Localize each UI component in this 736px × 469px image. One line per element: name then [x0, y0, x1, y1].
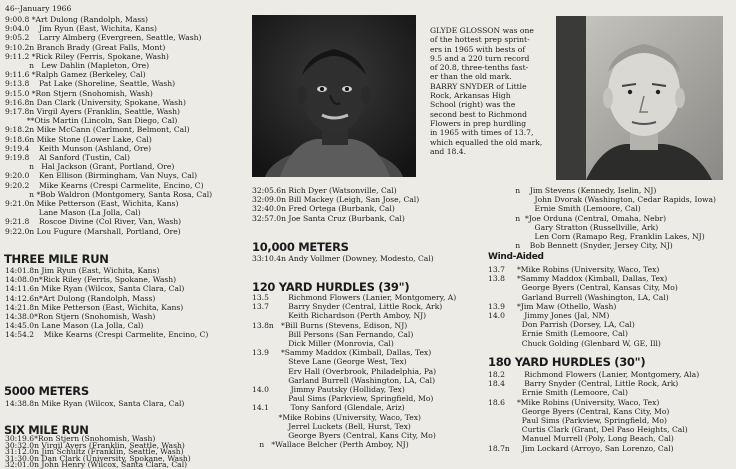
ten-k-heading: 10,000 METERS — [252, 240, 349, 254]
list-row: n Lew Dahlin (Mapleton, Ore) — [5, 61, 150, 71]
list-row: 9:16.8n Dan Clark (University, Spokane, Wash) — [5, 97, 186, 107]
list-row: Steve Lane (George West, Tex) — [252, 357, 407, 367]
list-row: 13.9 *Jim Maw (Othello, Wash) — [488, 301, 617, 311]
right-column-list — [508, 186, 716, 250]
list-row: 9:20.2 Mike Kearns (Crespi Carmelite, Encino, C) — [5, 180, 204, 190]
six-mile-heading: SIX MILE RUN — [4, 423, 89, 437]
list-row: Dick Miller (Monrovia, Cal) — [252, 339, 394, 349]
three-mile-heading: THREE MILE RUN — [4, 252, 109, 266]
list-row: 30:19.6*Ron Stjern (Snohomish, Wash) — [5, 434, 156, 443]
list-row: 18.2 Richmond Flowers (Lanier, Montgomery, Ala) — [488, 370, 700, 379]
list-row: Ernie Smith (Lemoore, Cal) — [508, 204, 641, 214]
list-row: 9:13.8 Pat Lake (Shoreline, Seattle, Wash) — [5, 79, 176, 89]
list-row: Paul Sims (Parkview, Springfield, Mo) — [488, 416, 667, 426]
ten-k-list — [252, 254, 434, 263]
list-row: 33:10.4n Andy Vollmer (Downey, Modesto, Cal) — [252, 254, 434, 263]
list-row: 14.0 Jimmy Pautsky (Holliday, Tex) — [252, 385, 405, 395]
list-row: Curtis Clark (Grant, Del Paso Heights, Cal) — [488, 425, 688, 435]
list-row: Paul Sims (Parkview, Springfield, Mo) — [252, 394, 434, 404]
list-row: 13.8n *Bill Burns (Stevens, Edison, NJ) — [252, 320, 408, 330]
two-mile-list — [5, 15, 212, 236]
list-row: 14.1 Tony Sanford (Glendale, Ariz) — [252, 403, 405, 413]
list-row: 13.7 Barry Snyder (Central, Little Rock, Ark) — [252, 302, 443, 312]
list-row: George Byers (Central, Kans City, Mo) — [488, 406, 670, 416]
list-row: 9:15.0 *Ron Stjern (Snohomish, Wash) — [5, 88, 153, 98]
list-row: 14:01.8n Jim Ryun (East, Wichita, Kans) — [5, 266, 160, 275]
list-row: Len Corn (Ramapo Reg, Franklin Lakes, NJ) — [508, 232, 705, 242]
list-row: 9:18.6n Mike Stone (Lower Lake, Cal) — [5, 134, 152, 144]
list-row: n *Joe Orduna (Central, Omaha, Nebr) — [508, 213, 667, 223]
list-row: George Byers (Central, Kansas City, Mo) — [488, 283, 678, 293]
wind-aided-heading: Wind-Aided — [488, 252, 544, 262]
page-header: 46--January 1966 — [5, 4, 72, 13]
hurdles-180-heading: 180 YARD HURDLES (30") — [488, 355, 646, 369]
list-row: Keith Richardson (Perth Amboy, NJ) — [252, 311, 427, 321]
list-row: 14:21.8n Mike Petterson (East, Wichita, Kans) — [5, 302, 184, 312]
list-row: 9:21.0n Mike Petterson (East, Wichita, Kans) — [5, 199, 179, 209]
list-row: 32:05.6n Rich Dyer (Watsonville, Cal) — [252, 186, 397, 195]
list-row: 9:19.4 Keith Munson (Ashland, Ore) — [5, 143, 152, 153]
list-row: n Hal Jackson (Grant, Portland, Ore) — [5, 162, 175, 172]
list-row: Don Parrish (Dorsey, LA, Cal) — [488, 320, 635, 330]
list-row: 14:54.2 Mike Kearns (Crespi Carmelite, Encino, C) — [5, 330, 209, 340]
list-row: 14.0 Jimmy Jones (Jal, NM) — [488, 311, 610, 321]
list-row: 32:57.0n Joe Santa Cruz (Burbank, Cal) — [252, 213, 405, 223]
list-row: Erv Hall (Overbrook, Philadelphia, Pa) — [252, 366, 437, 376]
list-row: Garland Burrell (Washington, LA, Cal) — [252, 375, 436, 385]
list-row: 31:12.0n Jim Schultz (Franklin, Seattle, Wash) — [5, 447, 184, 457]
wind-aided-list — [488, 265, 678, 348]
list-row: 9:19.8 Al Sanford (Tustin, Cal) — [5, 153, 130, 163]
list-row: 9:22.0n Lou Fugure (Marshall, Portland, Ore) — [5, 226, 181, 236]
list-row: 14:08.0n*Rick Riley (Ferris, Spokane, Wash) — [5, 275, 177, 285]
list-row: n Bob Bennett (Snyder, Jersey City, NJ) — [508, 241, 673, 251]
list-row: 13.7 *Mike Robins (University, Waco, Tex) — [488, 265, 660, 274]
list-row: Gary Stratton (Russellville, Ark) — [508, 222, 659, 232]
hurdles-180-list — [488, 370, 699, 453]
list-row: 32:01.0n John Henry (Wilcox, Santa Clara, Cal) — [5, 460, 188, 469]
list-row: 32:09.0n Bill Mackey (Leigh, San Jose, Cal) — [252, 195, 420, 205]
list-row: 18.7n Jim Lockard (Arroyo, San Lorenzo, Cal) — [488, 443, 674, 453]
list-row: 13.5 Richmond Flowers (Lanier, Montgomery, A) — [252, 293, 457, 302]
list-row: 9:20.0 Ken Ellison (Birmingham, Van Nuys, Cal) — [5, 171, 198, 181]
list-row: George Byers (Central, Kans City, Mo) — [252, 431, 436, 441]
list-row: Garland Burrell (Washington, LA, Cal) — [488, 292, 669, 302]
list-row: Lane Mason (La Jolla, Cal) — [5, 208, 141, 218]
list-row: 13.8 *Sammy Maddox (Kimball, Dallas, Tex) — [488, 274, 668, 284]
list-row: Chuck Golding (Glenbard W, GE, Ill) — [488, 338, 661, 348]
list-row: 9:11.6 *Ralph Gamez (Berkeley, Cal) — [5, 70, 146, 80]
five-k-list — [5, 399, 184, 408]
list-row: 18.6 *Mike Robins (University, Waco, Tex) — [488, 397, 660, 407]
list-row: **Otis Martin (Lincoln, San Diego, Cal) — [5, 116, 178, 126]
list-row: 14:38.8n Mike Ryan (Wilcox, Santa Clara, Cal) — [5, 399, 185, 408]
photo-caption: GLYDE GLOSSON was one of the hottest prep sprint- ers in 1965 with bests of 9.5 and a 220 turn record of 20.8, three-tenths fast- er than the old mark. BARRY SNYDER of Little Rock, Arkansas High School (right) was the second best to Richmond Flowers in prep hurdling in 1965 with times of 13.7, which equalled the old mark, and 18.4. — [430, 26, 543, 156]
list-row: 14:38.0*Ron Stjern (Snohomish, Wash) — [5, 312, 156, 322]
list-row: 9:04.0 Jim Ryun (East, Wichita, Kans) — [5, 24, 157, 34]
list-row: n *Wallace Belcher (Perth Amboy, NJ) — [252, 440, 409, 450]
hurdler-photo — [556, 16, 723, 180]
list-row: John Dvorak (Washington, Cedar Rapids, Iowa) — [508, 195, 717, 205]
list-row: 9:11.2 *Rick Riley (Ferris, Spokane, Wash) — [5, 51, 169, 61]
list-row: 9:05.2 Larry Almberg (Evergreen, Seattle, Wash) — [5, 33, 202, 43]
two-mile-continued-list — [252, 186, 419, 223]
list-row: Ernie Smith (Lemoore, Cal) — [488, 329, 628, 339]
list-row: 30:32.0n Virgil Ayers (Franklin, Seattle, Wash) — [5, 440, 185, 450]
list-row: n *Bob Waldron (Montgomery, Santa Rosa, Cal) — [5, 189, 213, 199]
list-row: Manuel Murrell (Poly, Long Beach, Cal) — [488, 434, 674, 444]
hurdles-120-heading: 120 YARD HURDLES (39") — [252, 280, 410, 294]
list-row: Ernie Smith (Lemoore, Cal) — [488, 388, 628, 398]
five-k-heading: 5000 METERS — [4, 384, 89, 398]
list-row: 14:45.0n Lane Mason (La Jolla, Cal) — [5, 321, 144, 331]
list-row: 9:21.8 Roscoe Divine (Col River, Van, Wash) — [5, 217, 182, 227]
list-row: 9:10.2n Branch Brady (Great Falls, Mont) — [5, 42, 166, 52]
list-row: 14:12.6n*Art Dulong (Randolph, Mass) — [5, 293, 156, 303]
list-row: 9:00.8 *Art Dulong (Randolph, Mass) — [5, 15, 149, 24]
list-row: 9:18.2n Mike McCann (Carlmont, Belmont, Cal) — [5, 125, 190, 135]
list-row: 31:30.0n Dan Clark (University, Spokane, Wash) — [5, 453, 191, 463]
three-mile-list — [5, 266, 208, 340]
list-row: *Mike Robins (University, Waco, Tex) — [252, 412, 421, 422]
six-mile-list — [5, 436, 191, 469]
list-row: Bill Persons (San Fernando, Cal) — [252, 329, 414, 339]
list-row: n Jim Stevens (Kennedy, Iselin, NJ) — [508, 186, 657, 195]
list-row: Jerrel Luckets (Bell, Hurst, Tex) — [252, 421, 411, 431]
list-row: 13.9 *Sammy Maddox (Kimball, Dallas, Tex) — [252, 348, 432, 358]
list-row: 9:17.8n Virgil Ayers (Franklin, Seattle, Wash) — [5, 107, 181, 117]
list-row: 32:40.0n Fred Ortega (Burbank, Cal) — [252, 204, 395, 214]
sprinter-photo — [252, 15, 416, 177]
hurdles-120-list — [252, 293, 456, 449]
list-row: 14:11.6n Mike Ryan (Wilcox, Santa Clara, Cal) — [5, 284, 185, 294]
list-row: 18.4 Barry Snyder (Central, Little Rock, Ark) — [488, 379, 679, 389]
